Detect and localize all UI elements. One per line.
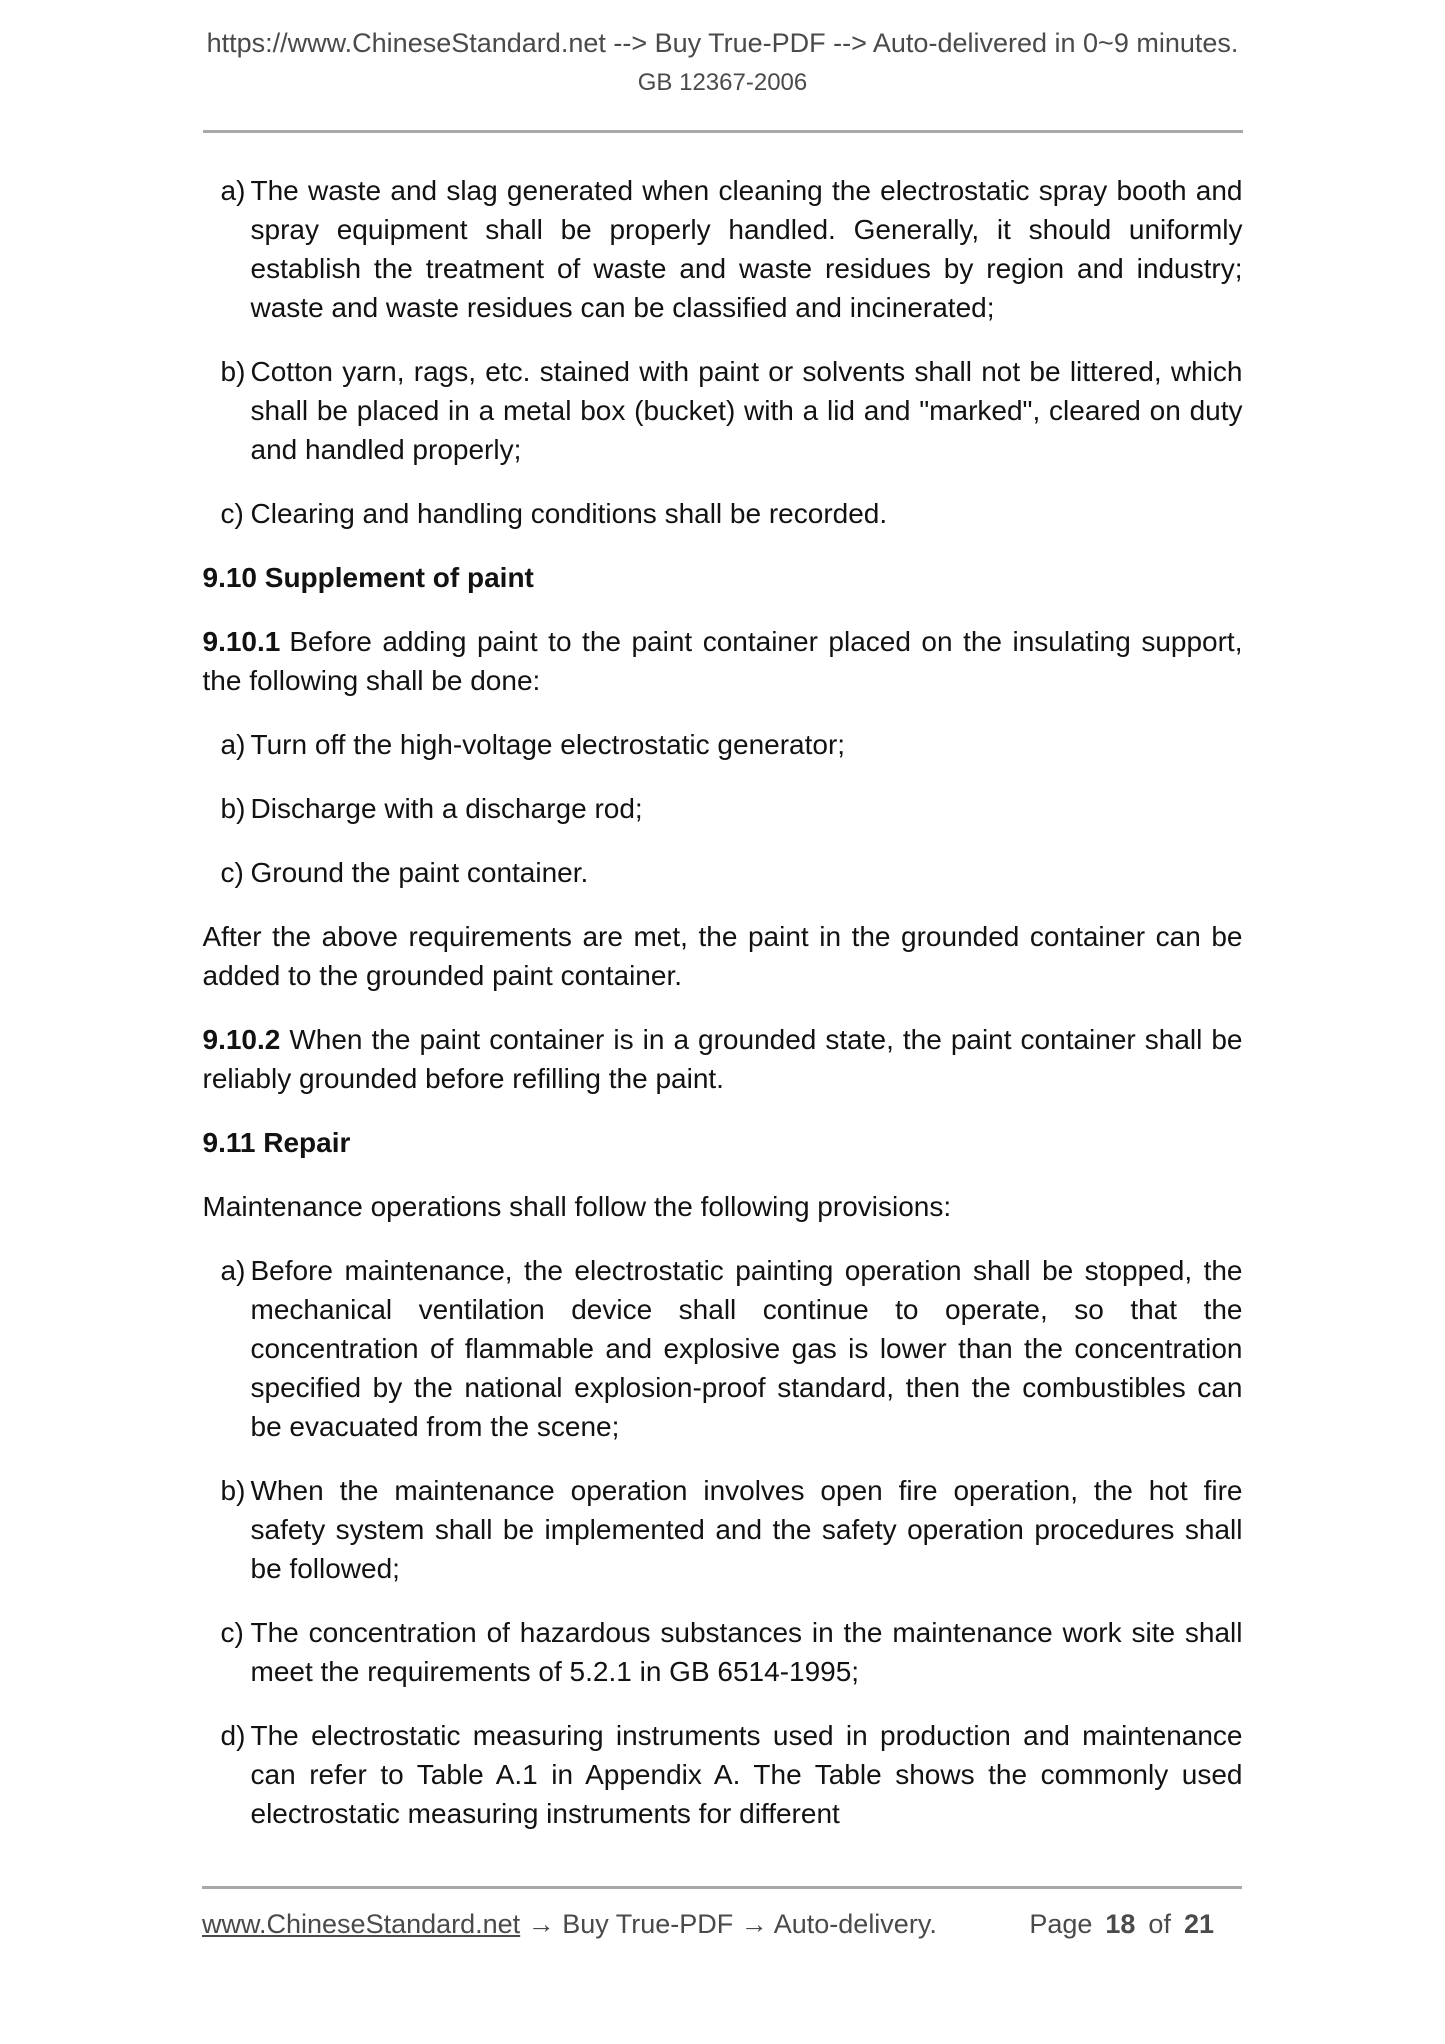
- page-indicator: [1029, 1909, 1214, 1940]
- list-text: Discharge with a discharge rod;: [250, 793, 643, 824]
- list-text: Cotton yarn, rags, etc. stained with paint or solvents shall not be littered, which shall be placed in a metal box (bucket) with a lid and "marked", cleared on duty and handled properly;: [250, 356, 1243, 465]
- section-heading: 9.11 Repair: [202, 1127, 351, 1158]
- paragraph-text: After the above requirements are met, the paint in the grounded container can be added to the grounded paint container.: [202, 921, 1243, 991]
- paragraph-text: Before adding paint to the paint container placed on the insulating support, the following shall be done:: [202, 626, 1243, 696]
- page-header: [0, 0, 1445, 133]
- of-word: of: [1148, 1909, 1171, 1939]
- page-word: Page: [1029, 1909, 1093, 1939]
- paragraph-text: Maintenance operations shall follow the following provisions:: [202, 1191, 952, 1222]
- paragraph-text: When the paint container is in a grounded state, the paint container shall be reliably grounded before refilling the paint.: [202, 1024, 1243, 1094]
- footer-row: [202, 1909, 1242, 1940]
- list-item: [203, 789, 1243, 828]
- page-footer: [202, 1886, 1242, 1940]
- list-marker: b): [220, 793, 246, 824]
- list-item: [203, 494, 1243, 533]
- list-item: [203, 853, 1243, 892]
- list-marker: d): [220, 1720, 246, 1751]
- paragraph: [203, 917, 1243, 995]
- list-text: The waste and slag generated when cleaning the electrostatic spray booth and spray equipment shall be properly handled. Generally, it should uniformly establish the treatment of waste and waste residues by region and industry; waste and waste residues can be classified and incinerated;: [250, 175, 1243, 323]
- footer-link[interactable]: www.ChineseStandard.net: [202, 1909, 521, 1939]
- paragraph: [203, 622, 1243, 700]
- header-rule: [203, 130, 1243, 133]
- list-marker: c): [220, 498, 244, 529]
- list-item: [203, 171, 1243, 327]
- section-number: 9.10.1: [202, 626, 281, 657]
- footer-tagline: → Buy True-PDF → Auto-delivery.: [520, 1909, 937, 1939]
- list-text: When the maintenance operation involves open fire operation, the hot fire safety system shall be implemented and the safety operation procedures shall be followed;: [250, 1475, 1243, 1584]
- header-url: https://www.ChineseStandard.net --> Buy True-PDF --> Auto-delivered in 0~9 minutes.: [206, 28, 1239, 58]
- list-item: [203, 1716, 1243, 1833]
- list-item: [203, 1251, 1243, 1446]
- list-text: Clearing and handling conditions shall be recorded.: [250, 498, 888, 529]
- list-marker: c): [220, 1617, 244, 1648]
- list-marker: b): [220, 356, 246, 387]
- list-text: Ground the paint container.: [250, 857, 589, 888]
- total-page-number: 21: [1183, 1909, 1214, 1939]
- section-number: 9.10.2: [202, 1024, 281, 1055]
- list-marker: a): [220, 1255, 246, 1286]
- list-text: Before maintenance, the electrostatic painting operation shall be stopped, the mechanical ventilation device shall continue to operate, so that the concentration of flammable and explosive gas is lower than the concentration specified by the national explosion-proof standard, then the combustibles can be evacuated from the scene;: [250, 1255, 1243, 1442]
- list-item: [203, 352, 1243, 469]
- list-marker: a): [220, 729, 246, 760]
- list-marker: c): [220, 857, 244, 888]
- current-page-number: 18: [1105, 1909, 1136, 1939]
- list-marker: b): [220, 1475, 246, 1506]
- paragraph: [203, 1187, 1243, 1226]
- doc-number: GB 12367-2006: [637, 69, 808, 96]
- list-text: Turn off the high-voltage electrostatic generator;: [250, 729, 846, 760]
- footer-rule: [202, 1886, 1242, 1889]
- list-text: The concentration of hazardous substances in the maintenance work site shall meet the requirements of 5.2.1 in GB 6514-1995;: [250, 1617, 1243, 1687]
- list-text: The electrostatic measuring instruments used in production and maintenance can refer to Table A.1 in Appendix A. The Table shows the commonly used electrostatic measuring instruments for different: [250, 1720, 1243, 1829]
- list-marker: a): [220, 175, 246, 206]
- footer-text: [202, 1909, 937, 1940]
- list-item: [203, 725, 1243, 764]
- list-item: [203, 1613, 1243, 1691]
- list-item: [203, 1471, 1243, 1588]
- paragraph: [203, 1020, 1243, 1098]
- section-heading: 9.10 Supplement of paint: [202, 562, 534, 593]
- document-body: [203, 171, 1243, 1833]
